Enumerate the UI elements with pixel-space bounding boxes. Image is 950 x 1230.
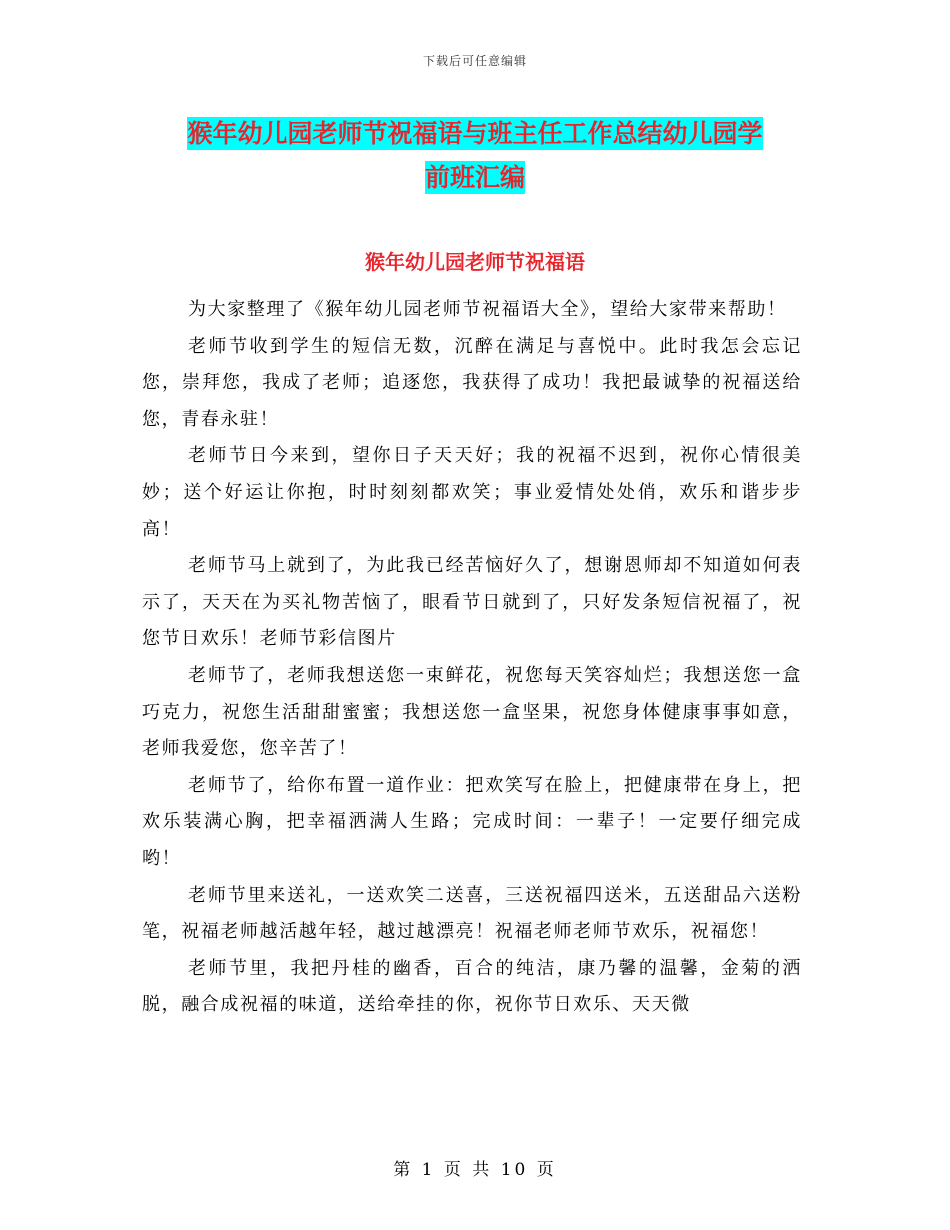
document-title-line-1: 猴年幼儿园老师节祝福语与班主任工作总结幼儿园学 xyxy=(187,119,763,148)
paragraph: 老师节里，我把丹桂的幽香，百合的纯洁，康乃馨的温馨，金菊的洒脱，融合成祝福的味道，送给牵挂的你，祝你节日欢乐、天天微 xyxy=(142,957,802,1016)
section-heading: 猴年幼儿园老师节祝福语 xyxy=(365,250,585,274)
paragraph: 老师节里来送礼，一送欢笑二送喜，三送祝福四送米，五送甜品六送粉笔，祝福老师越活越年轻，越过越漂亮！祝福老师老师节欢乐，祝福您！ xyxy=(142,884,802,943)
paragraph: 老师节收到学生的短信无数，沉醉在满足与喜悦中。此时我怎会忘记您，崇拜您，我成了老师；追逐您，我获得了成功！我把最诚挚的祝福送给您，青春永驻！ xyxy=(142,335,802,430)
paragraph: 为大家整理了《猴年幼儿园老师节祝福语大全》，望给大家带来帮助！ xyxy=(188,299,787,320)
body-text xyxy=(142,292,802,1024)
document-title xyxy=(0,112,950,200)
paragraph: 老师节了，老师我想送您一束鲜花，祝您每天笑容灿烂；我想送您一盒巧克力，祝您生活甜甜蜜蜜；我想送您一盒坚果，祝您身体健康事事如意，老师我爱您，您辛苦了！ xyxy=(142,664,802,760)
document-title-line-2: 前班汇编 xyxy=(424,163,525,192)
paragraph: 老师节了，给你布置一道作业：把欢笑写在脸上，把健康带在身上，把欢乐装满心胸，把幸福洒满人生路；完成时间：一辈子！一定要仔细完成哟！ xyxy=(142,774,802,869)
paragraph: 老师节日今来到，望你日子天天好；我的祝福不迟到，祝你心情很美妙；送个好运让你抱，时时刻刻都欢笑；事业爱情处处俏，欢乐和谐步步高！ xyxy=(142,445,802,540)
page-header: 下载后可任意编辑 xyxy=(422,54,527,68)
paragraph: 老师节马上就到了，为此我已经苦恼好久了，想谢恩师却不知道如何表示了，天天在为买礼物苦恼了，眼看节日就到了，只好发条短信祝福了，祝您节日欢乐！老师节彩信图片 xyxy=(142,555,802,650)
page-number: 第 1 页 共 10 页 xyxy=(393,1160,557,1180)
